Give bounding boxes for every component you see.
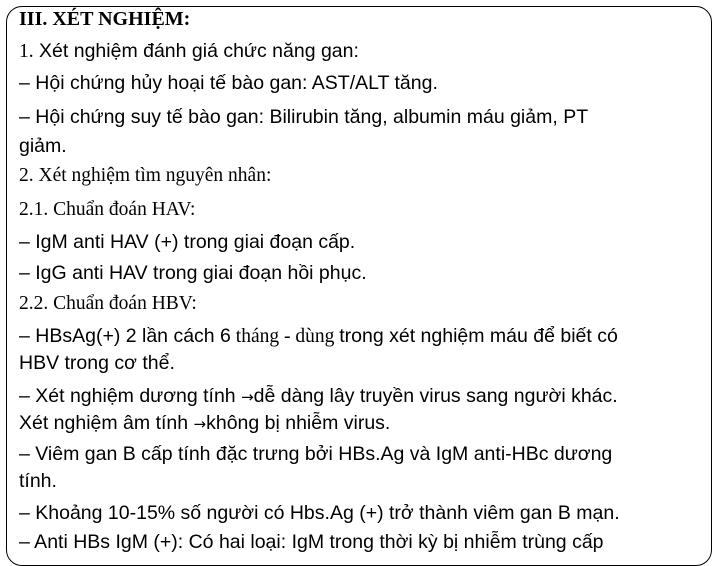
text-line (19, 38, 359, 65)
text-line: tính. (19, 470, 57, 492)
right-arrow-icon: → (241, 388, 254, 406)
line-text: – Xét nghiệm dương tính (19, 385, 242, 407)
line-text: Xét nghiệm âm tính (19, 412, 194, 434)
text-line: – IgG anti HAV trong giai đoạn hồi phục. (19, 262, 367, 284)
line-text: Xét nghiệm đánh giá chức năng gan: (33, 40, 359, 62)
text-line: – Anti HBs IgM (+): Có hai loại: IgM trong thời kỳ bị nhiễm trùng cấp (19, 531, 604, 553)
text-line: – Khoảng 10-15% số người có Hbs.Ag (+) trở thành viêm gan B mạn. (19, 502, 620, 524)
subheading: 2. Xét nghiệm tìm nguyên nhân: (19, 165, 272, 186)
subheading: 2.1. Chuẩn đoán HAV: (19, 199, 196, 220)
line-text: dễ dàng lây truyền virus sang người khác. (253, 385, 618, 407)
text-line: HBV trong cơ thể. (19, 352, 175, 374)
text-line (19, 410, 390, 437)
right-arrow-icon: → (193, 415, 207, 433)
text-line (19, 323, 618, 350)
line-text: – HBsAg(+) 2 lần cách 6 (19, 325, 231, 347)
text-line: – IgM anti HAV (+) trong giai đoạn cấp. (19, 231, 356, 253)
line-text: trong xét nghiệm máu để biết có (339, 325, 618, 347)
line-text: không bị nhiễm virus. (206, 412, 391, 434)
text-line: – Viêm gan B cấp tính đặc trưng bởi HBs.Ag và IgM anti-HBc dương (19, 443, 613, 465)
text-line: – Hội chứng suy tế bào gan: Bilirubin tăng, albumin máu giảm, PT (19, 106, 589, 128)
section-heading: III. XÉT NGHIỆM: (19, 8, 191, 30)
text-line: – Hội chứng hủy hoại tế bào gan: AST/ALT tăng. (19, 72, 438, 94)
item-number: 1. (19, 41, 34, 62)
subheading: 2.2. Chuẩn đoán HBV: (19, 293, 197, 314)
text-line: giảm. (19, 135, 67, 157)
line-text: tháng - dùng (230, 326, 340, 347)
text-line (19, 383, 618, 410)
